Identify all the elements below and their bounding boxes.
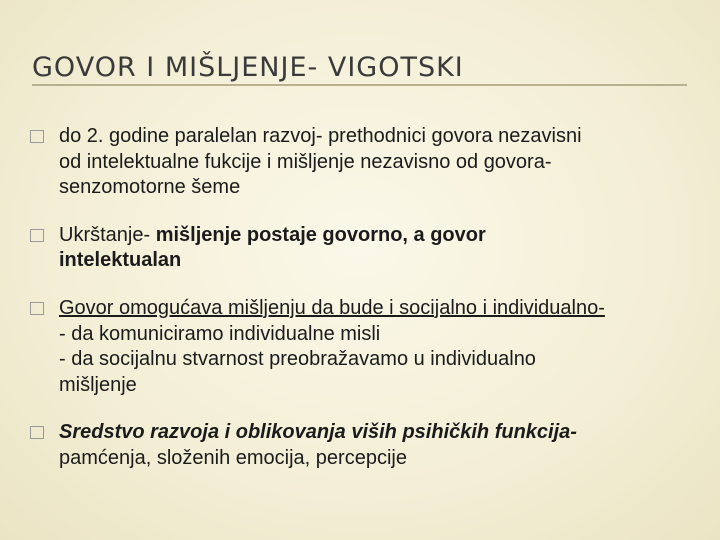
bullet-list <box>30 124 710 494</box>
bullet-text-2 <box>59 223 486 274</box>
box-bullet-icon <box>30 130 44 143</box>
bullet-3-line-1: Govor omogućava mišljenju da bude i socijalno i individualno- <box>59 296 605 319</box>
bullet-1-line-3: senzomotorne šeme <box>59 176 241 199</box>
bullet-text-4 <box>59 420 577 471</box>
box-bullet-icon <box>30 229 44 242</box>
bullet-4-italic: Sredstvo razvoja i oblikovanja viših psihičkih funkcija- <box>59 421 577 444</box>
bullet-item-2 <box>30 223 710 274</box>
bullet-3-line-4: mišljenje <box>59 373 137 396</box>
bullet-item-3 <box>30 296 710 398</box>
bullet-1-line-2: od intelektualne fukcije i mišljenje nezavisno od govora- <box>59 150 552 173</box>
title-underline <box>32 84 687 86</box>
bullet-3-line-2: - da komuniciramo individualne misli <box>59 322 381 345</box>
slide-title: GOVOR I MIŠLJENJE- VIGOTSKI <box>32 52 464 83</box>
bullet-1-line-1: do 2. godine paralelan razvoj- prethodnici govora nezavisni <box>59 125 582 147</box>
bullet-2-line-1 <box>59 223 486 249</box>
box-bullet-icon <box>30 426 44 439</box>
bullet-3-line-3: - da socijalnu stvarnost preobražavamo u individualno <box>59 348 536 371</box>
bullet-text-3 <box>59 296 605 398</box>
bullet-item-4 <box>30 420 710 471</box>
bullet-text-1 <box>59 124 582 201</box>
bullet-4-line-2: pamćenja, složenih emocija, percepcije <box>59 446 407 469</box>
bullet-2-lead: Ukrštanje- <box>59 223 156 246</box>
box-bullet-icon <box>30 302 44 315</box>
bullet-2-bold-2: intelektualan <box>59 249 182 272</box>
bullet-item-1 <box>30 124 710 201</box>
bullet-2-bold-1: mišljenje postaje govorno, a govor <box>155 223 486 246</box>
